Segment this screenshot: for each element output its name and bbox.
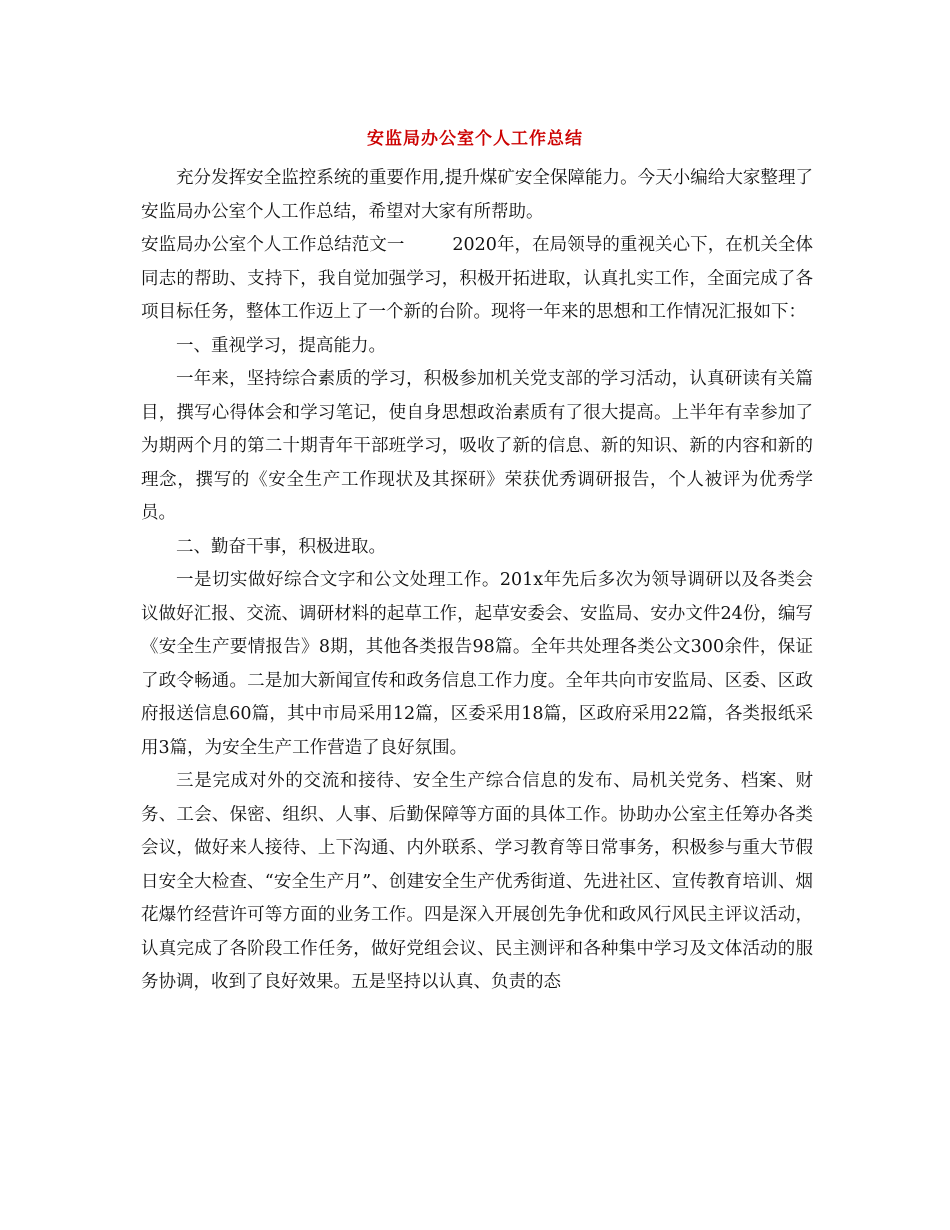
section-lead: 2020年，在局领导的重视关心下，在机关全体同志的帮助、支持下，我自觉加强学习，积极开拓进取，认真扎实工作，全面完成了各项目标任务，整体工作迈上了一个新的台阶。现将一年来的思想和工作情况汇报如下：	[141, 235, 813, 322]
study-paragraph: 一年来，坚持综合素质的学习，积极参加机关党支部的学习活动，认真研读有关篇目，撰写心得体会和学习笔记，使自身思想政治素质有了很大提高。上半年有幸参加了为期两个月的第二十期青年干部班学习，吸收了新的信息、新的知识、新的内容和新的理念，撰写的《安全生产工作现状及其探研》荣获优秀调研报告，个人被评为优秀学员。	[141, 369, 813, 523]
heading-study: 一、重视学习，提高能力。	[176, 335, 386, 356]
document-title: 安监局办公室个人工作总结	[367, 129, 583, 149]
work-paragraph-2: 三是完成对外的交流和接待、安全生产综合信息的发布、局机关党务、档案、财务、工会、保密、组织、人事、后勤保障等方面的具体工作。协助办公室主任筹办各类会议，做好来人接待、上下沟通、内外联系、学习教育等日常事务，积极参与重大节假日安全大检查、“安全生产月”、创建安全生产优秀街道、先进社区、宣传教育培训、烟花爆竹经营许可等方面的业务工作。四是深入开展创先争优和政风行风民主评议活动，认真完成了各阶段工作任务，做好党组会议、民主测评和各种集中学习及文体活动的服务协调，收到了良好效果。五是坚持以认真、负责的态	[141, 771, 813, 992]
section-paragraph	[141, 229, 813, 330]
section-label: 安监局办公室个人工作总结范文一	[141, 235, 405, 255]
document-body	[141, 162, 813, 1000]
work-paragraph-1: 一是切实做好综合文字和公文处理工作。201x年先后多次为领导调研以及各类会议做好汇报、交流、调研材料的起草工作，起草安委会、安监局、安办文件24份，编写《安全生产要情报告》8期，其他各类报告98篇。全年共处理各类公文300余件，保证了政令畅通。二是加大新闻宣传和政务信息工作力度。全年共向市安监局、区委、区政府报送信息60篇，其中市局采用12篇，区委采用18篇，区政府采用22篇，各类报纸采用3篇，为安全生产工作营造了良好氛围。	[141, 570, 813, 758]
intro-paragraph: 充分发挥安全监控系统的重要作用,提升煤矿安全保障能力。今天小编给大家整理了安监局办公室个人工作总结，希望对大家有所帮助。	[141, 168, 813, 222]
heading-work: 二、勤奋干事，积极进取。	[176, 536, 386, 557]
